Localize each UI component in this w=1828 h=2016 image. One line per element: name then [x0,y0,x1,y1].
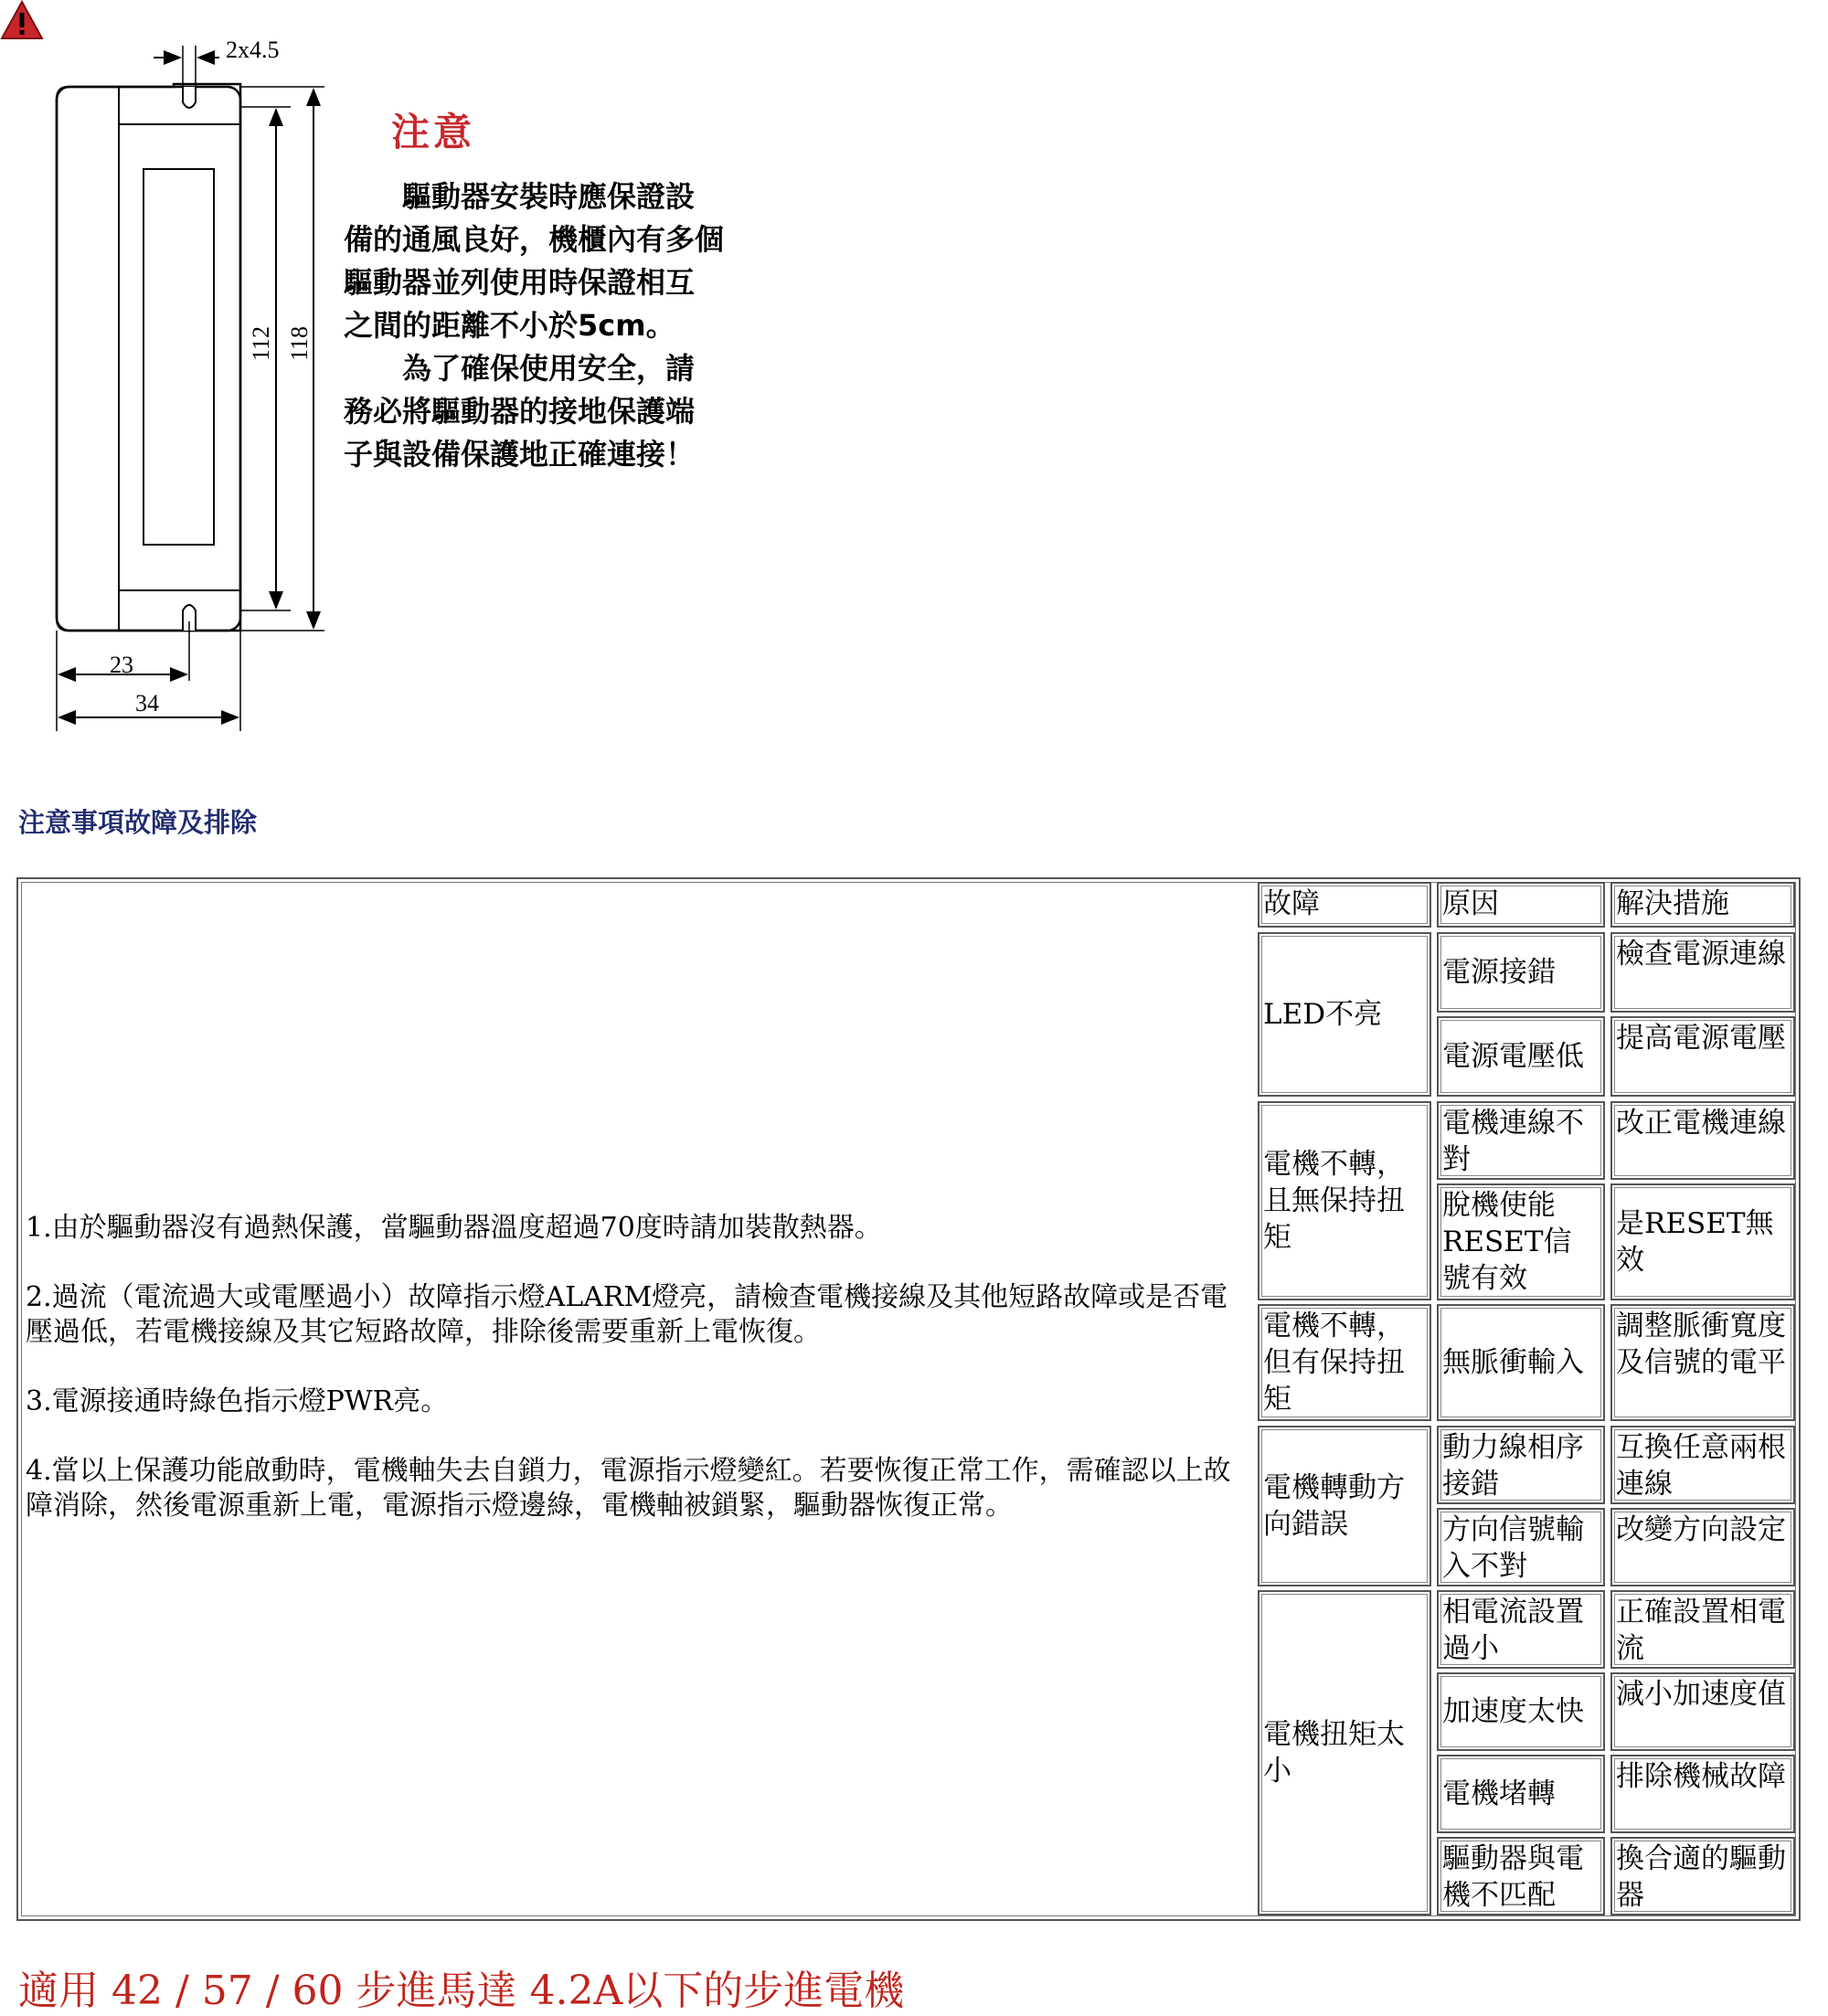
fix-cell: 換合適的驅動器 [1610,1837,1795,1915]
fix-cell: 排除機械故障 [1610,1755,1795,1833]
cause-cell: 電機堵轉 [1437,1755,1605,1833]
fix-cell: 正確設置相電流 [1610,1590,1795,1669]
header-fault: 故障 [1258,882,1431,928]
cause-cell: 方向信號輸入不對 [1437,1508,1605,1586]
fix-cell: 調整脈衝寬度及信號的電平 [1610,1304,1795,1421]
note-item: 1.由於驅動器沒有過熱保護，當驅動器溫度超過70度時請加裝散熱器。 [26,1212,882,1244]
note-item: 4.當以上保護功能啟動時，電機軸失去自鎖力，電源指示燈變紅。若要恢復正常工作，需確認以上故障消除，然後電源重新上電，電源指示燈邊綠，電機軸被鎖緊，驅動器恢復正常。 [26,1455,1231,1522]
fix-cell: 減小加速度值 [1610,1672,1795,1751]
caution-line: 子與設備保護地正確連接！ [344,437,696,472]
fault-cell: 電機不轉，且無保持扭矩 [1258,1101,1431,1300]
fix-cell: 改變方向設定 [1610,1508,1795,1586]
fault-cell: 電機不轉，但有保持扭矩 [1258,1304,1431,1421]
cause-cell: 電源接錯 [1437,932,1605,1013]
warning-triangle-icon [0,0,44,40]
driver-dimension-figure [0,0,914,749]
cause-cell: 加速度太快 [1437,1672,1605,1751]
dim-height-outer: 118 [286,325,313,361]
dim-slot: 2x4.5 [226,37,280,63]
header-fix: 解決措施 [1610,882,1795,928]
fault-cell: 電機轉動方向錯誤 [1258,1426,1431,1586]
cause-cell: 無脈衝輸入 [1437,1304,1605,1421]
caution-line: 務必將驅動器的接地保護端 [344,394,696,429]
caution-title: 注意 [391,110,476,154]
fix-cell: 改正電機連線 [1610,1101,1795,1180]
cause-cell: 相電流設置過小 [1437,1590,1605,1669]
section-title: 注意事項故障及排除 [18,807,258,838]
caution-line: 備的通風良好，機櫃內有多個 [344,222,725,257]
dim-height-inner: 112 [248,325,274,361]
cause-cell: 脫機使能RESET信號有效 [1437,1183,1605,1300]
cause-cell: 電機連線不對 [1437,1101,1605,1180]
caution-line: 為了確保使用安全，請 [344,351,696,386]
header-cause: 原因 [1437,882,1605,928]
fix-cell: 互換任意兩根連線 [1610,1426,1795,1504]
cause-cell: 動力線相序接錯 [1437,1426,1605,1504]
footer-applicability: 適用 42 / 57 / 60 步進馬達 4.2A以下的步進電機 [18,1968,905,2014]
dim-width-inner: 23 [110,652,133,678]
note-item: 3.電源接通時綠色指示燈PWR亮。 [26,1385,449,1417]
caution-text [344,175,819,476]
fix-cell: 檢查電源連線 [1610,932,1795,1013]
fault-cell: 電機扭矩太小 [1258,1590,1431,1915]
caution-line: 之間的距離不小於5cm。 [344,308,675,343]
cause-cell: 驅動器與電機不匹配 [1437,1837,1605,1915]
fix-cell: 提高電源電壓 [1610,1016,1795,1097]
dim-width-outer: 34 [135,690,159,716]
fix-cell: 是RESET無效 [1610,1183,1795,1300]
fault-cell: LED不亮 [1258,932,1431,1097]
caution-line: 驅動器並列使用時保證相互 [344,265,696,300]
caution-line: 驅動器安裝時應保證設 [344,179,696,214]
cause-cell: 電源電壓低 [1437,1016,1605,1097]
note-item: 2.過流（電流過大或電壓過小）故障指示燈ALARM燈亮，請檢查電機接線及其他短路故障或是否電壓過低，若電機接線及其它短路故障，排除後需要重新上電恢復。 [26,1281,1228,1348]
notes-list [26,1211,1250,1558]
